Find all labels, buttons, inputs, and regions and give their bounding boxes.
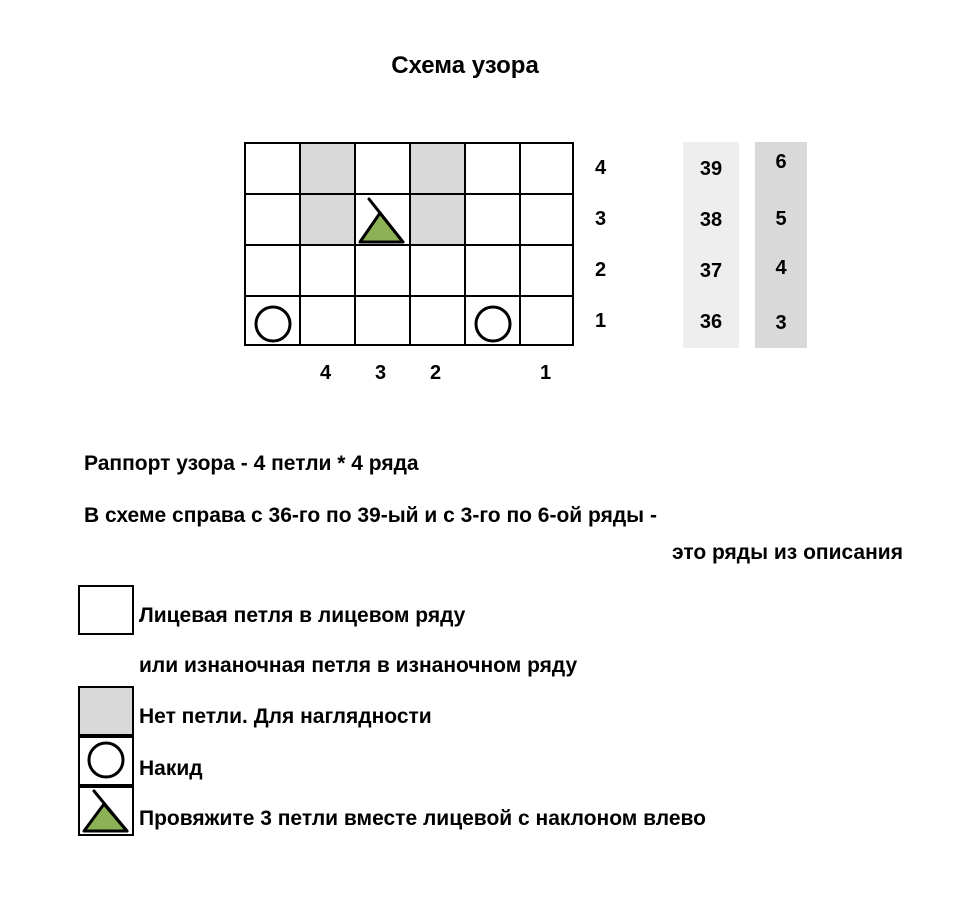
pattern-chart xyxy=(244,142,574,346)
rows-note-line2: это ряды из описания xyxy=(672,541,903,564)
description-row-number: 36 xyxy=(699,311,723,333)
description-row-number: 6 xyxy=(775,151,787,173)
row-number: 3 xyxy=(595,208,607,230)
column-number: 2 xyxy=(430,362,442,384)
yarn-over-symbol-icon xyxy=(466,297,521,348)
chart-cell-no-stitch xyxy=(411,195,466,246)
description-rows-panel-a xyxy=(683,142,739,348)
rows-note-line1: В схеме справа с 36-го по 39-ый и с 3-го по 6-ой ряды - xyxy=(84,504,657,527)
legend-k3tog-symbol xyxy=(78,786,134,836)
row-number: 1 xyxy=(595,310,607,332)
k3tog-left-icon xyxy=(80,788,132,834)
legend-knit-label-2: или изнаночная петля в изнаночном ряду xyxy=(139,654,578,677)
description-row-number: 3 xyxy=(775,312,787,334)
legend-yarn-over-label: Накид xyxy=(139,757,203,780)
yarn-over-symbol-icon xyxy=(246,297,301,348)
description-row-number: 38 xyxy=(699,209,723,231)
description-row-number: 5 xyxy=(775,208,787,230)
chart-cell-no-stitch xyxy=(411,144,466,195)
chart-cell-no-stitch xyxy=(301,195,356,246)
legend-k3tog-label: Провяжите 3 петли вместе лицевой с наклоном влево xyxy=(139,807,706,830)
row-number: 4 xyxy=(595,157,607,179)
chart-cell-no-stitch xyxy=(301,144,356,195)
k3tog-left-symbol-icon xyxy=(356,195,411,246)
repeat-note: Раппорт узора - 4 петли * 4 ряда xyxy=(84,452,419,475)
description-row-number: 4 xyxy=(775,257,787,279)
legend-no-stitch-label: Нет петли. Для наглядности xyxy=(139,705,432,728)
row-number: 2 xyxy=(595,259,607,281)
description-row-number: 37 xyxy=(699,260,723,282)
yarn-over-icon xyxy=(80,738,132,784)
column-number: 1 xyxy=(540,362,552,384)
legend-yarn-over-symbol xyxy=(78,736,134,786)
legend-no-stitch-symbol xyxy=(78,686,134,736)
chart-title: Схема узора xyxy=(391,52,539,79)
description-rows-panel-b xyxy=(755,142,807,348)
column-number: 3 xyxy=(375,362,387,384)
description-row-number: 39 xyxy=(699,158,723,180)
legend-knit-label: Лицевая петля в лицевом ряду xyxy=(139,604,466,627)
legend-knit-symbol xyxy=(78,585,134,635)
column-number: 4 xyxy=(320,362,332,384)
